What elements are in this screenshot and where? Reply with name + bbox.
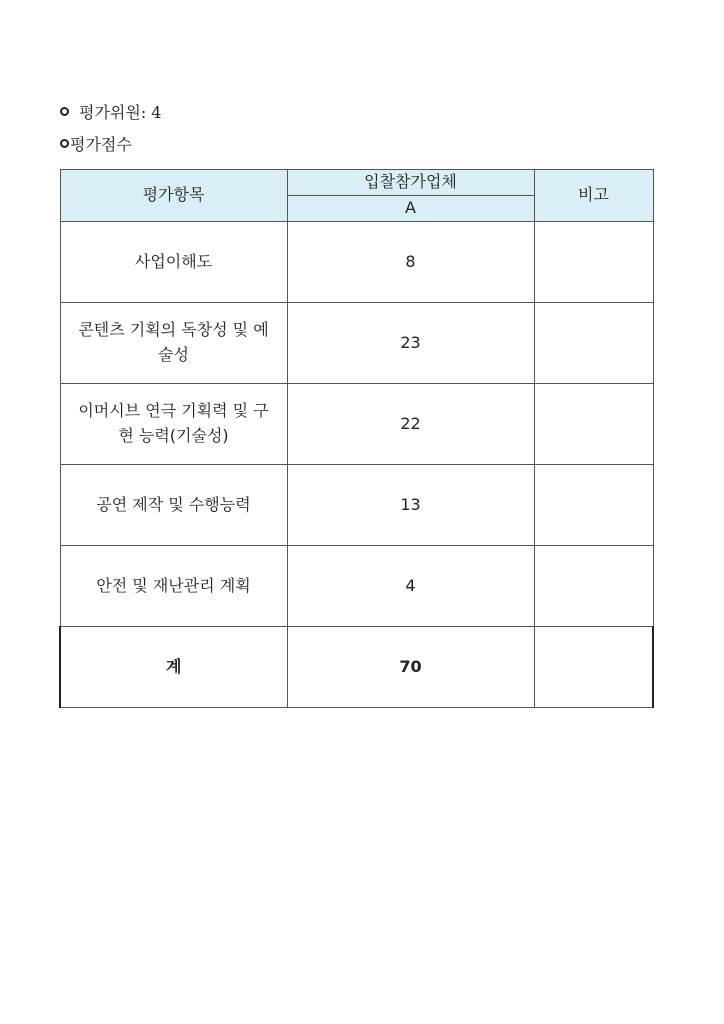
item-label: 안전 및 재난관리 계획 [96,575,251,595]
table-row [60,546,653,627]
remark-cell [534,465,653,546]
total-row [60,627,653,708]
header-bidders: 입찰참가업체 [287,170,534,196]
total-remark [534,627,653,708]
circle-bullet-icon [60,107,69,116]
score-cell: 13 [287,465,534,546]
header-item: 평가항목 [60,170,287,222]
remark-cell [534,303,653,384]
table-row [60,222,653,303]
remark-cell [534,384,653,465]
remark-cell [534,546,653,627]
item-label: 공연 제작 및 수행능력 [96,494,251,514]
table-header-row [60,170,653,196]
table-row [60,303,653,384]
total-score: 70 [287,627,534,708]
table-row [60,465,653,546]
header-remarks: 비고 [534,170,653,222]
item-label: 사업이해도 [134,251,213,271]
table-row [60,384,653,465]
score-cell: 4 [287,546,534,627]
circle-bullet-icon [60,139,69,148]
scores-heading-line [60,132,132,155]
item-label: 이머시브 연극 기획력 및 구현 능력(기술성) [78,401,269,445]
score-cell: 22 [287,384,534,465]
remark-cell [534,222,653,303]
header-bidder-a: A [287,196,534,222]
item-label: 콘텐츠 기획의 독창성 및 예술성 [78,320,269,364]
total-label: 계 [60,627,287,708]
score-table [59,169,654,708]
scores-heading: 평가점수 [70,135,132,154]
evaluators-label: 평가위원: 4 [79,103,162,122]
score-cell: 23 [287,303,534,384]
score-cell: 8 [287,222,534,303]
evaluators-line [60,100,161,123]
